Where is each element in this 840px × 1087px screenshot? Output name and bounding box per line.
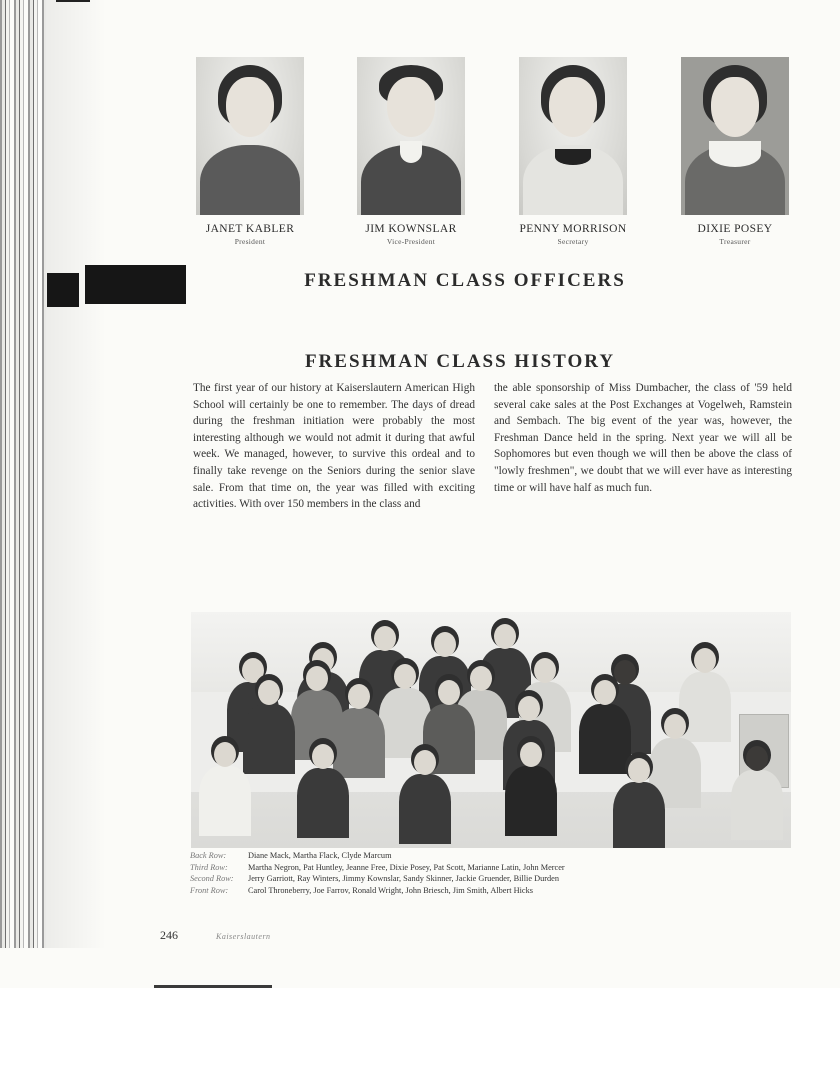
- caption-row: [190, 873, 810, 885]
- officer-name: JANET KABLER: [205, 223, 295, 235]
- officer-name: DIXIE POSEY: [697, 223, 773, 235]
- officer-card-secretary: [508, 57, 638, 246]
- portrait-photo: [196, 57, 304, 215]
- portrait-photo: [681, 57, 789, 215]
- caption-row: [190, 885, 810, 897]
- portrait-photo: [519, 57, 627, 215]
- caption-row-names: Martha Negron, Pat Huntley, Jeanne Free, Dixie Posey, Pat Scott, Marianne Latin, John Mercer: [248, 862, 565, 872]
- binding-shadow: [46, 0, 106, 948]
- officer-card-president: [185, 57, 315, 246]
- class-group-photo: [191, 612, 791, 848]
- page-number: 246: [160, 928, 178, 942]
- caption-row: [190, 850, 810, 862]
- officer-role: President: [234, 237, 266, 246]
- caption-row-label: Second Row:: [190, 874, 234, 884]
- portrait-photo: [357, 57, 465, 215]
- officer-name: PENNY MORRISON: [519, 223, 627, 235]
- officer-name: JIM KOWNSLAR: [365, 223, 457, 235]
- officer-role: Secretary: [557, 237, 589, 246]
- history-text-left: The first year of our history at Kaiserslautern American High School will certainly be one to remember. The days of dread during the freshman initiation were probably the most interesting although we would not admit it during that awful week. We managed, however, to survive this ordeal and to finally take revenge on the Seniors during the senior slave sale. From that time on, the year was filled with exciting activities. With over 150 members in the class and: [193, 382, 475, 511]
- caption-row-names: Diane Mack, Martha Flack, Clyde Marcum: [248, 851, 392, 860]
- caption-row-names: Carol Throneberry, Joe Farrov, Ronald Wright, John Briesch, Jim Smith, Albert Hicks: [248, 885, 533, 895]
- officer-role: Treasurer: [719, 237, 751, 246]
- page-binding: [0, 0, 46, 948]
- officer-card-vice-president: [346, 57, 476, 246]
- history-text-right: the able sponsorship of Miss Dumbacher, the class of '59 held several cake sales at the Post Exchanges at Vogelweh, Ramstein and Sembach. The big event of the year was, however, the Freshman Dance held in the spring. Next year we will all be Sophomores but even though we will then be above the class of "lowly freshmen", we doubt that we will ever have as interesting time or will have half as much fun.: [494, 382, 792, 494]
- bottom-rule: [154, 985, 272, 988]
- caption-row: [190, 862, 810, 874]
- caption-row-label: Front Row:: [190, 885, 229, 895]
- caption-row-label: Back Row:: [190, 851, 227, 860]
- history-heading: FRESHMAN CLASS HISTORY: [304, 351, 616, 372]
- officer-role: Vice-President: [386, 237, 436, 246]
- officers-heading: FRESHMAN CLASS OFFICERS: [304, 270, 626, 291]
- caption-row-names: Jerry Garriott, Ray Winters, Jimmy Kownslar, Sandy Skinner, Jackie Gruender, Billie Durden: [248, 874, 559, 884]
- group-photo-caption: [190, 850, 810, 896]
- officer-card-treasurer: [670, 57, 800, 246]
- footer-school-name: Kaiserslautern: [216, 932, 271, 941]
- caption-row-label: Third Row:: [190, 862, 228, 872]
- top-mark: [56, 0, 90, 2]
